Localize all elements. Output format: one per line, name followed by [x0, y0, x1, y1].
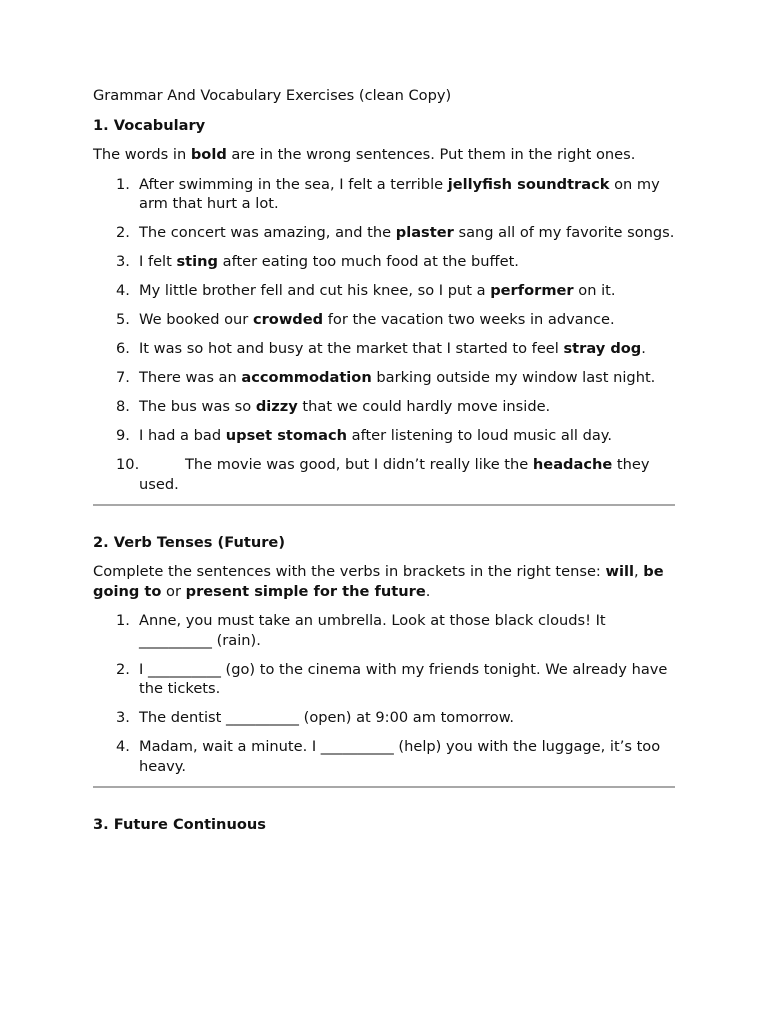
list-item [93, 281, 675, 301]
document-content [93, 86, 675, 844]
list-item-number: 6. [116, 340, 130, 357]
list-item-number: 4. [116, 282, 130, 299]
list-item-text: My little brother fell and cut his knee, so I put a performer on it. [139, 282, 616, 299]
list-item [93, 660, 675, 699]
list-item-number: 10. [116, 456, 140, 473]
list-item [93, 252, 675, 272]
list-item [93, 737, 675, 776]
list-item-text: I __________ (go) to the cinema with my friends tonight. We already have the tickets. [139, 660, 668, 697]
list-item-text: After swimming in the sea, I felt a terrible jellyfish soundtrack on my arm that hurt a lot. [139, 175, 660, 212]
list-item-text: I had a bad upset stomach after listening to loud music all day. [139, 427, 612, 444]
bold-word: stray dog [563, 340, 642, 357]
bold-word: crowded [252, 311, 324, 328]
list-item [93, 455, 675, 494]
list-item-text: The concert was amazing, and the plaster sang all of my favorite songs. [139, 224, 675, 241]
list-item-number: 5. [116, 311, 130, 328]
verb-tenses-list [93, 611, 675, 776]
list-item-number: 3. [116, 253, 130, 270]
list-item-number: 1. [116, 612, 130, 629]
bold-word: bold [190, 146, 227, 163]
list-item [93, 708, 675, 728]
section-divider [93, 786, 675, 788]
bold-word: sting [176, 253, 218, 270]
list-item [93, 397, 675, 417]
list-item [93, 310, 675, 330]
list-item-number: 4. [116, 738, 130, 755]
list-item-number: 7. [116, 369, 130, 386]
list-item [93, 339, 675, 359]
list-item-number: 1. [116, 175, 130, 193]
list-item-text: I felt sting after eating too much food at the buffet. [139, 253, 519, 270]
section-instructions: Complete the sentences with the verbs in brackets in the right tense: will, be going to or present simple for the future. [93, 563, 664, 600]
list-item-number: 2. [116, 224, 130, 241]
section-instructions: The words in bold are in the wrong sentences. Put them in the right ones. [93, 146, 636, 163]
bold-word: will [605, 563, 634, 580]
bold-word: headache [532, 456, 613, 473]
document-title: Grammar And Vocabulary Exercises (clean Copy) [93, 87, 452, 104]
bold-word: dizzy [255, 398, 298, 415]
section-heading-future-continuous: 3. Future Continuous [93, 815, 266, 833]
vocabulary-list [93, 175, 675, 495]
list-item-number: 3. [116, 709, 130, 726]
list-item-text: Madam, wait a minute. I __________ (help) you with the luggage, it’s too heavy. [139, 738, 661, 775]
list-item [93, 611, 675, 650]
list-item [93, 368, 675, 388]
section-heading-vocabulary: 1. Vocabulary [93, 116, 206, 134]
list-item-number: 9. [116, 427, 130, 444]
list-item-number: 8. [116, 398, 130, 415]
bold-word: plaster [395, 224, 454, 241]
list-item [93, 175, 675, 214]
list-item-text: Anne, you must take an umbrella. Look at those black clouds! It __________ (rain). [139, 612, 606, 649]
list-item-text: We booked our crowded for the vacation two weeks in advance. [139, 311, 615, 328]
list-item-number: 2. [116, 660, 130, 678]
list-item-text: The movie was good, but I didn’t really like the headache they used. [139, 456, 650, 493]
list-item-text: The bus was so dizzy that we could hardly move inside. [139, 398, 551, 415]
bold-word: jellyfish soundtrack [447, 175, 610, 193]
section-heading-verb-tenses: 2. Verb Tenses (Future) [93, 533, 285, 551]
bold-word: accommodation [241, 369, 372, 386]
list-item-text: There was an accommodation barking outside my window last night. [139, 369, 656, 386]
bold-word: present simple for the future [185, 582, 426, 600]
bold-word: performer [490, 282, 574, 299]
bold-word: be going to [93, 563, 664, 600]
list-item-text: It was so hot and busy at the market that I started to feel stray dog. [139, 340, 646, 357]
list-item [93, 223, 675, 243]
section-divider [93, 504, 675, 506]
bold-word: upset stomach [225, 427, 347, 444]
list-item [93, 426, 675, 446]
list-item-text: The dentist __________ (open) at 9:00 am tomorrow. [139, 709, 514, 726]
